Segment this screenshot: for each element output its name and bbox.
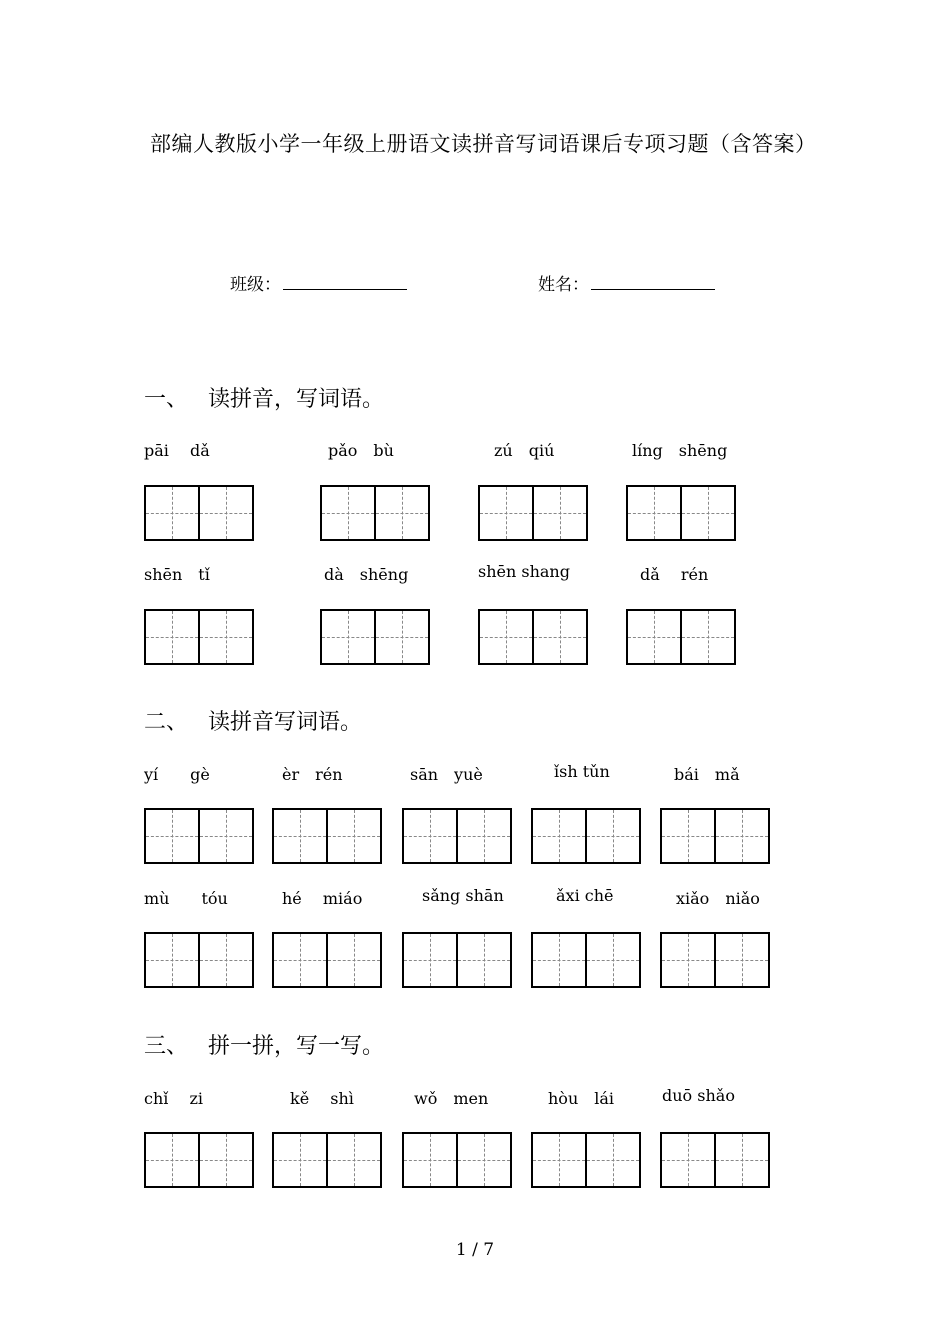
writing-box-pair[interactable]: [144, 609, 254, 665]
section-number: 二、: [144, 710, 189, 735]
writing-cell[interactable]: [322, 611, 374, 663]
writing-cell[interactable]: [628, 611, 680, 663]
writing-box-pair[interactable]: [660, 808, 770, 864]
pinyin-label: hé miáo: [282, 889, 363, 908]
writing-cell[interactable]: [322, 487, 374, 539]
writing-cell[interactable]: [198, 1134, 252, 1186]
pinyin-label: sān yuè: [410, 765, 483, 784]
writing-box-pair[interactable]: [320, 609, 430, 665]
section-3-heading: [144, 1029, 384, 1060]
writing-box-pair[interactable]: [272, 1132, 382, 1188]
writing-cell[interactable]: [533, 934, 585, 986]
pinyin-label: bái mǎ: [674, 765, 740, 784]
writing-cell[interactable]: [532, 611, 586, 663]
writing-cell[interactable]: [404, 934, 456, 986]
writing-cell[interactable]: [326, 810, 380, 862]
writing-cell[interactable]: [662, 934, 714, 986]
writing-cell[interactable]: [533, 810, 585, 862]
pinyin-label: sǎng shān: [422, 886, 504, 905]
writing-cell[interactable]: [198, 810, 252, 862]
writing-cell[interactable]: [274, 810, 326, 862]
pinyin-label: shēn tǐ: [144, 565, 210, 584]
writing-cell[interactable]: [198, 934, 252, 986]
section-title: 读拼音写词语。: [208, 710, 363, 735]
writing-cell[interactable]: [198, 611, 252, 663]
writing-box-pair[interactable]: [478, 485, 588, 541]
writing-cell[interactable]: [662, 1134, 714, 1186]
pinyin-label: dǎ rén: [640, 565, 709, 584]
page-number: 1 / 7: [455, 1240, 495, 1260]
writing-cell[interactable]: [326, 934, 380, 986]
pinyin-label: pǎo bù: [328, 441, 394, 460]
writing-cell[interactable]: [628, 487, 680, 539]
pinyin-label: ǐsh tǔn: [554, 762, 610, 781]
writing-cell[interactable]: [274, 1134, 326, 1186]
writing-box-pair[interactable]: [402, 808, 512, 864]
writing-cell[interactable]: [533, 1134, 585, 1186]
page-title: 部编人教版小学一年级上册语文读拼音写词语课后专项习题（含答案）: [150, 132, 817, 156]
writing-box-pair[interactable]: [626, 485, 736, 541]
name-label: 姓名：: [538, 275, 589, 295]
writing-box-pair[interactable]: [144, 485, 254, 541]
writing-cell[interactable]: [198, 487, 252, 539]
writing-cell[interactable]: [374, 611, 428, 663]
writing-cell[interactable]: [480, 611, 532, 663]
writing-cell[interactable]: [274, 934, 326, 986]
writing-box-pair[interactable]: [660, 1132, 770, 1188]
writing-box-pair[interactable]: [272, 808, 382, 864]
pinyin-label: pāi dǎ: [144, 441, 210, 460]
writing-cell[interactable]: [680, 611, 734, 663]
writing-box-pair[interactable]: [531, 932, 641, 988]
writing-cell[interactable]: [714, 1134, 768, 1186]
pinyin-label: dà shēng: [324, 565, 409, 584]
pinyin-label: chǐ zi: [144, 1089, 204, 1108]
pinyin-label: wǒ men: [414, 1089, 489, 1108]
pinyin-label: èr rén: [282, 765, 343, 784]
writing-cell[interactable]: [456, 810, 510, 862]
writing-cell[interactable]: [404, 1134, 456, 1186]
writing-box-pair[interactable]: [478, 609, 588, 665]
writing-cell[interactable]: [326, 1134, 380, 1186]
writing-cell[interactable]: [532, 487, 586, 539]
section-2-heading: [144, 705, 362, 736]
writing-box-pair[interactable]: [144, 932, 254, 988]
section-number: 一、: [144, 387, 189, 412]
pinyin-label: xiǎo niǎo: [676, 889, 760, 908]
writing-box-pair[interactable]: [144, 808, 254, 864]
class-field: [230, 270, 407, 295]
writing-box-pair[interactable]: [144, 1132, 254, 1188]
pinyin-label: líng shēng: [632, 441, 728, 460]
pinyin-label: hòu lái: [548, 1089, 615, 1108]
writing-cell[interactable]: [714, 934, 768, 986]
pinyin-label: mù tóu: [144, 889, 228, 908]
writing-box-pair[interactable]: [626, 609, 736, 665]
writing-cell[interactable]: [146, 1134, 198, 1186]
writing-cell[interactable]: [456, 934, 510, 986]
writing-box-pair[interactable]: [402, 1132, 512, 1188]
pinyin-label: duō shǎo: [662, 1086, 735, 1105]
name-blank[interactable]: [591, 275, 715, 290]
writing-cell[interactable]: [456, 1134, 510, 1186]
writing-cell[interactable]: [404, 810, 456, 862]
writing-cell[interactable]: [374, 487, 428, 539]
pinyin-label: ǎxi chē: [556, 886, 614, 905]
pinyin-label: yí gè: [144, 765, 210, 784]
writing-cell[interactable]: [146, 810, 198, 862]
section-title: 拼一拼，写一写。: [208, 1034, 385, 1059]
writing-box-pair[interactable]: [531, 808, 641, 864]
section-title: 读拼音，写词语。: [208, 387, 385, 412]
pinyin-label: kě shì: [290, 1089, 354, 1108]
section-number: 三、: [144, 1034, 189, 1059]
writing-cell[interactable]: [680, 487, 734, 539]
pinyin-label: zú qiú: [494, 441, 555, 460]
writing-cell[interactable]: [480, 487, 532, 539]
writing-box-pair[interactable]: [272, 932, 382, 988]
writing-box-pair[interactable]: [402, 932, 512, 988]
writing-cell[interactable]: [714, 810, 768, 862]
writing-box-pair[interactable]: [531, 1132, 641, 1188]
name-field: [538, 270, 715, 295]
writing-box-pair[interactable]: [660, 932, 770, 988]
writing-cell[interactable]: [146, 487, 198, 539]
writing-cell[interactable]: [585, 1134, 639, 1186]
writing-cell[interactable]: [662, 810, 714, 862]
section-1-heading: [144, 382, 384, 413]
writing-cell[interactable]: [585, 934, 639, 986]
pinyin-label: shēn shang: [478, 562, 570, 581]
class-blank[interactable]: [283, 275, 407, 290]
writing-box-pair[interactable]: [320, 485, 430, 541]
writing-cell[interactable]: [146, 934, 198, 986]
class-label: 班级：: [230, 275, 281, 295]
writing-cell[interactable]: [585, 810, 639, 862]
writing-cell[interactable]: [146, 611, 198, 663]
